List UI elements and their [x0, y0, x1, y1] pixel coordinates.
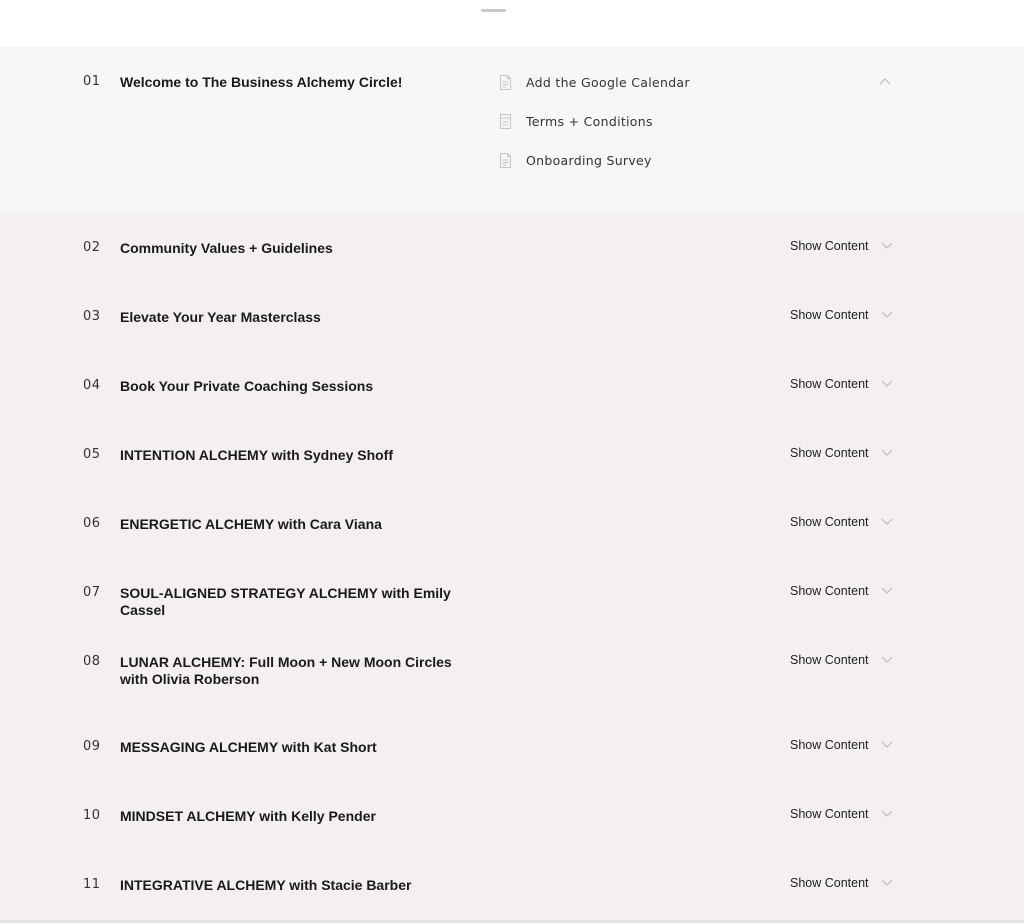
- show-content-label: Show Content: [790, 239, 869, 253]
- chevron-down-icon: [881, 518, 893, 526]
- module-number: 02: [83, 240, 101, 255]
- module-title[interactable]: Welcome to The Business Alchemy Circle!: [120, 74, 403, 90]
- drag-handle[interactable]: [481, 9, 506, 12]
- lesson-add-google-calendar[interactable]: [499, 73, 690, 91]
- chevron-down-icon: [881, 449, 893, 457]
- chevron-up-icon[interactable]: [879, 77, 891, 85]
- show-content-label: Show Content: [790, 446, 869, 460]
- show-content-toggle[interactable]: [790, 652, 893, 668]
- show-content-toggle[interactable]: [790, 514, 893, 530]
- show-content-toggle[interactable]: [790, 875, 893, 891]
- module-01-expanded: [0, 47, 1024, 213]
- module-number: 04: [83, 378, 101, 393]
- show-content-label: Show Content: [790, 807, 869, 821]
- module-title[interactable]: INTEGRATIVE ALCHEMY with Stacie Barber: [120, 877, 412, 893]
- chevron-down-icon: [881, 587, 893, 595]
- module-number: 11: [83, 877, 101, 892]
- show-content-label: Show Content: [790, 515, 869, 529]
- chevron-down-icon: [881, 311, 893, 319]
- module-title[interactable]: MINDSET ALCHEMY with Kelly Pender: [120, 808, 376, 824]
- module-number: 03: [83, 309, 101, 324]
- show-content-toggle[interactable]: [790, 737, 893, 753]
- lesson-onboarding-survey[interactable]: [499, 151, 652, 169]
- show-content-toggle[interactable]: [790, 307, 893, 323]
- show-content-toggle[interactable]: [790, 806, 893, 822]
- show-content-label: Show Content: [790, 653, 869, 667]
- show-content-label: Show Content: [790, 584, 869, 598]
- module-title[interactable]: ENERGETIC ALCHEMY with Cara Viana: [120, 516, 382, 532]
- lesson-label: Add the Google Calendar: [526, 74, 690, 90]
- module-number: 09: [83, 739, 101, 754]
- show-content-label: Show Content: [790, 308, 869, 322]
- chevron-down-icon: [881, 242, 893, 250]
- show-content-toggle[interactable]: [790, 445, 893, 461]
- module-title[interactable]: INTENTION ALCHEMY with Sydney Shoff: [120, 447, 394, 463]
- module-list: [0, 213, 1024, 920]
- chevron-down-icon: [881, 879, 893, 887]
- module-number: 05: [83, 447, 101, 462]
- document-icon: [499, 75, 512, 90]
- module-title[interactable]: Elevate Your Year Masterclass: [120, 309, 321, 325]
- chevron-down-icon: [881, 656, 893, 664]
- chevron-down-icon: [881, 810, 893, 818]
- module-title[interactable]: LUNAR ALCHEMY: Full Moon + New Moon Circles with Olivia Roberson: [120, 654, 452, 687]
- document-icon: [499, 153, 512, 168]
- show-content-toggle[interactable]: [790, 238, 893, 254]
- show-content-label: Show Content: [790, 738, 869, 752]
- module-number: 06: [83, 516, 101, 531]
- top-area: [0, 0, 1024, 47]
- module-number: 10: [83, 808, 101, 823]
- lesson-terms-conditions[interactable]: [499, 112, 653, 130]
- module-number: 08: [83, 654, 101, 669]
- module-title[interactable]: MESSAGING ALCHEMY with Kat Short: [120, 739, 377, 755]
- module-title[interactable]: SOUL-ALIGNED STRATEGY ALCHEMY with Emily Cassel: [120, 585, 451, 618]
- module-number: 01: [83, 74, 101, 89]
- show-content-label: Show Content: [790, 876, 869, 890]
- lesson-label: Onboarding Survey: [526, 152, 652, 168]
- show-content-label: Show Content: [790, 377, 869, 391]
- module-title[interactable]: Community Values + Guidelines: [120, 240, 333, 256]
- show-content-toggle[interactable]: [790, 376, 893, 392]
- document-icon: [499, 114, 512, 129]
- lesson-label: Terms + Conditions: [526, 113, 653, 129]
- chevron-down-icon: [881, 380, 893, 388]
- show-content-toggle[interactable]: [790, 583, 893, 599]
- module-title[interactable]: Book Your Private Coaching Sessions: [120, 378, 374, 394]
- module-number: 07: [83, 585, 101, 600]
- chevron-down-icon: [881, 741, 893, 749]
